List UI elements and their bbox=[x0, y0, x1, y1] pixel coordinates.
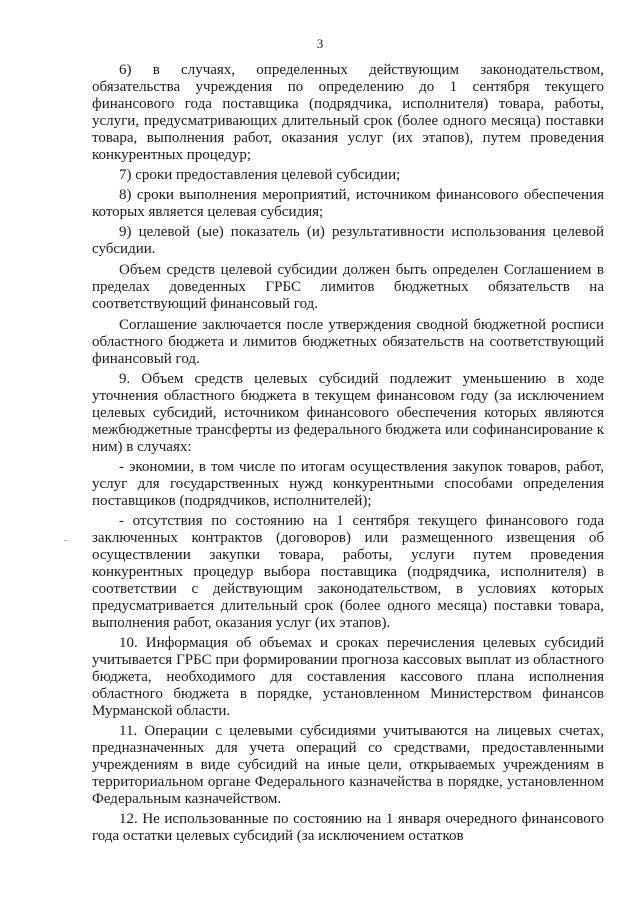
paragraph-item-8: 8) сроки выполнения мероприятий, источником финансового обеспечения которых является целевая субсидия; bbox=[92, 187, 604, 220]
paragraph-agreement: Соглашение заключается после утверждения сводной бюджетной росписи областного бюджета и лимитов бюджетных обязательств на соответствующий финансовый год. bbox=[92, 317, 604, 367]
paragraph-economy: - экономии, в том числе по итогам осуществления закупок товаров, работ, услуг для государственных нужд конкурентными способами определения поставщиков (подрядчиков, исполнителей); bbox=[92, 459, 604, 509]
paragraph-section-9: 9. Объем средств целевых субсидий подлежит уменьшению в ходе уточнения областного бюджета в текущем финансовом году (за исключением целевых субсидий, источником финансового обеспечения которых являются межбюджетные трансферты из федерального бюджета или софинансирование к ним) в случаях: bbox=[92, 371, 604, 455]
page-number: 3 bbox=[316, 36, 324, 51]
margin-mark: - bbox=[64, 535, 68, 546]
paragraph-absence: - отсутствия по состоянию на 1 сентября текущего финансового года заключенных контрактов (договоров) или размещенного извещения об осуществлении закупки товара, работы, услуги путем проведения конкурентных процедур выбора поставщика (подрядчика, исполнителя) в соответствии с действующим законодательством, в условиях которых предусматривается длительный срок (более одного месяца) поставки товара, выполнения работ, оказания услуг (их этапов). bbox=[92, 513, 604, 631]
paragraph-section-10: 10. Информация об объемах и сроках перечисления целевых субсидий учитывается ГРБС при формировании прогноза кассовых выплат из областного бюджета, необходимого для составления кассового плана исполнения областного бюджета в порядке, установленном Министерством финансов Мурманской области. bbox=[92, 635, 604, 719]
paragraph-item-6: 6) в случаях, определенных действующим законодательством, обязательства учреждения по определению до 1 сентября текущего финансового года поставщика (подрядчика, исполнителя) товара, работы, услуги, предусматривающих длительный срок (более одного месяца) поставки товара, выполнения работ, оказания услуг (их этапов), путем проведения конкурентных процедур; bbox=[92, 62, 604, 163]
paragraph-section-11: 11. Операции с целевыми субсидиями учитываются на лицевых счетах, предназначенных для учета операций со средствами, предоставленными учреждениям в виде субсидий на иные цели, открываемых учреждениям в территориальном органе Федерального казначейства в порядке, установленном Федеральным казначейством. bbox=[92, 723, 604, 807]
paragraph-item-9: 9) целевой (ые) показатель (и) результативности использования целевой субсидии. bbox=[92, 224, 604, 257]
paragraph-item-7: 7) сроки предоставления целевой субсидии; bbox=[119, 167, 401, 183]
paragraph-section-12: 12. Не использованные по состоянию на 1 января очередного финансового года остатки целевых субсидий (за исключением остатков bbox=[92, 811, 604, 844]
body-text bbox=[92, 62, 604, 848]
paragraph-subsidy-volume: Объем средств целевой субсидии должен быть определен Соглашением в пределах доведенных ГРБС лимитов бюджетных обязательств на соответствующий финансовый год. bbox=[92, 262, 604, 312]
